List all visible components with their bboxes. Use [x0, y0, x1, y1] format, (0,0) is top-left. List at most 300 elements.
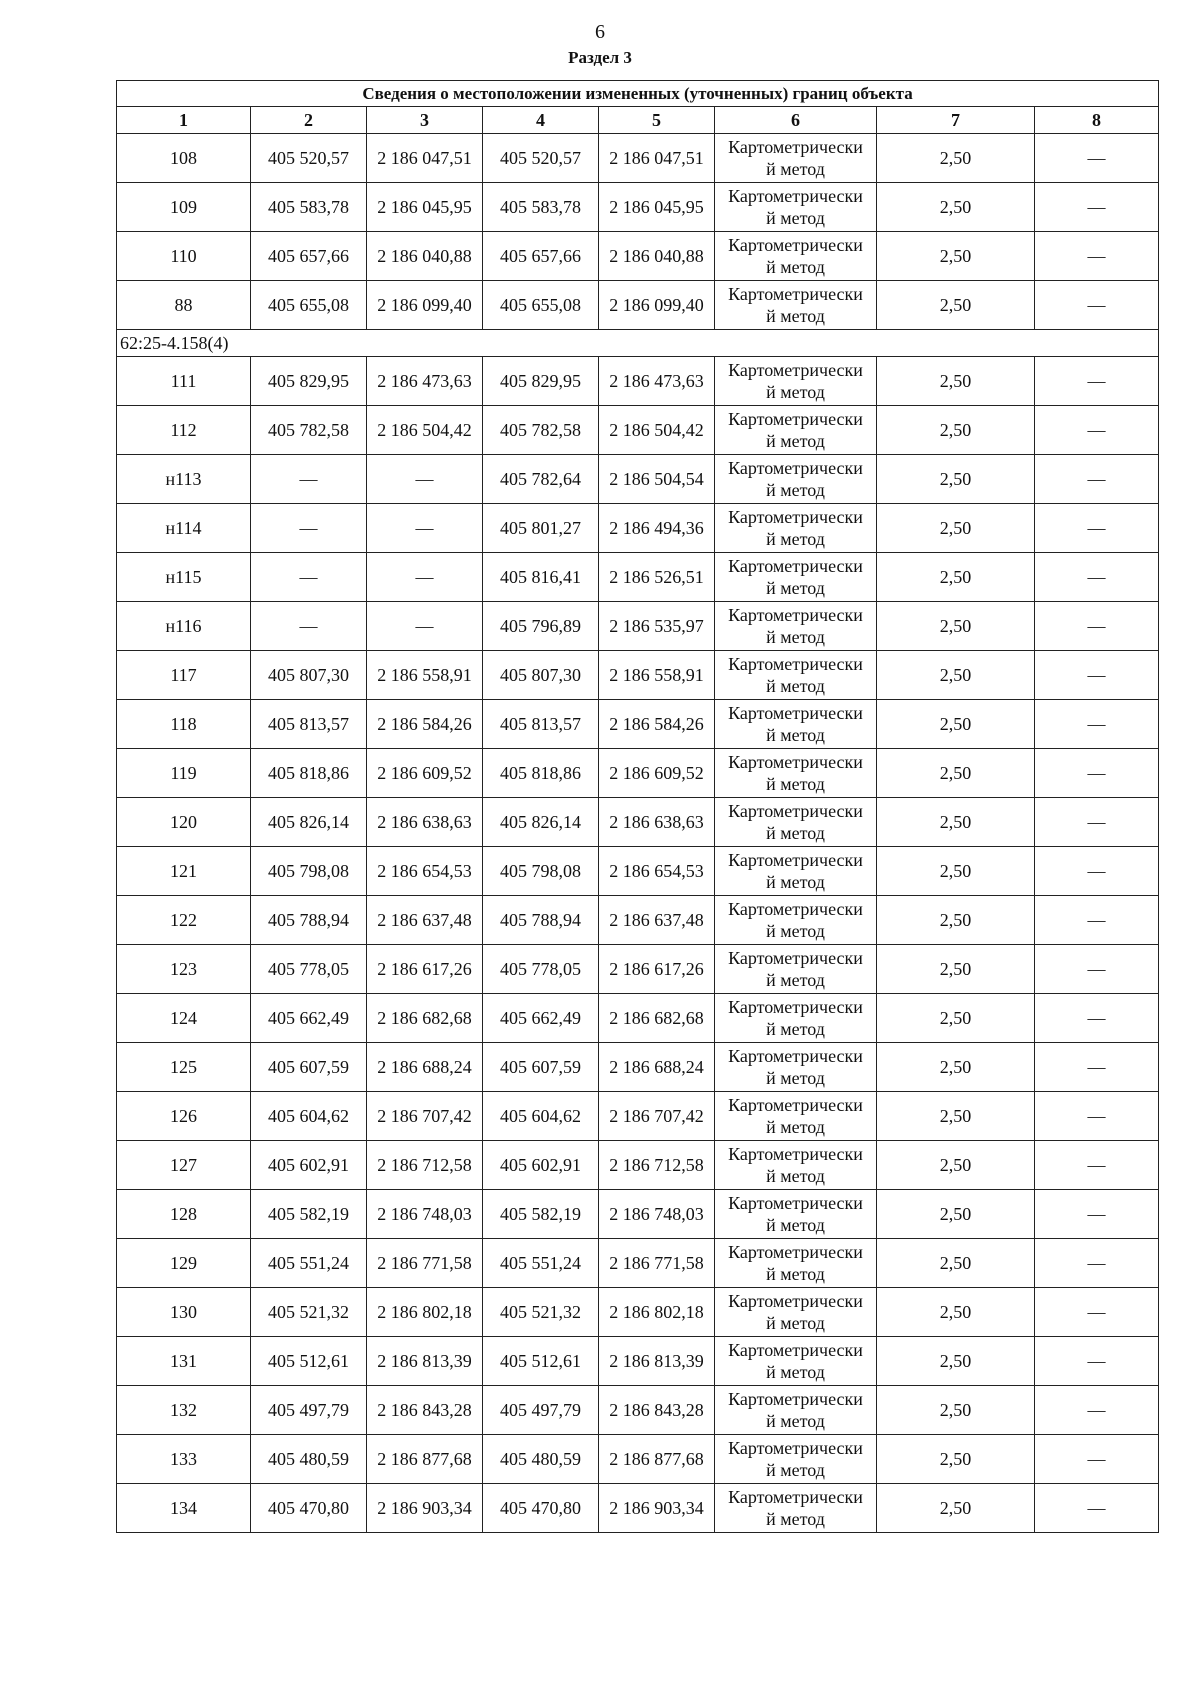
table-row [117, 1043, 1159, 1092]
refined-y-cell: 2 186 654,53 [599, 847, 715, 896]
method-text-line-2: й метод [766, 970, 825, 990]
refined-x-cell: 405 497,79 [483, 1386, 599, 1435]
parcel-group-label: 62:25-4.158(4) [117, 330, 1159, 357]
column-number: 5 [599, 107, 715, 134]
method-text-line-1: Картометрически [728, 703, 863, 723]
description-cell: — [1035, 798, 1159, 847]
method-text-line-2: й метод [766, 725, 825, 745]
refined-x-cell: 405 788,94 [483, 896, 599, 945]
description-cell: — [1035, 700, 1159, 749]
method-cell [715, 281, 877, 330]
refined-y-cell: 2 186 040,88 [599, 232, 715, 281]
method-text-line-2: й метод [766, 382, 825, 402]
existing-x-cell: 405 520,57 [251, 134, 367, 183]
column-number: 8 [1035, 107, 1159, 134]
existing-x-cell: 405 551,24 [251, 1239, 367, 1288]
table-row [117, 1337, 1159, 1386]
refined-x-cell: 405 796,89 [483, 602, 599, 651]
table-row [117, 749, 1159, 798]
point-name-cell: 133 [117, 1435, 251, 1484]
accuracy-cell: 2,50 [877, 455, 1035, 504]
existing-x-cell: 405 470,80 [251, 1484, 367, 1533]
table-row [117, 504, 1159, 553]
description-cell: — [1035, 281, 1159, 330]
existing-y-cell: 2 186 771,58 [367, 1239, 483, 1288]
description-cell: — [1035, 602, 1159, 651]
description-cell: — [1035, 357, 1159, 406]
description-cell: — [1035, 1337, 1159, 1386]
method-text-line-1: Картометрически [728, 1438, 863, 1458]
existing-y-cell: 2 186 877,68 [367, 1435, 483, 1484]
table-row [117, 1190, 1159, 1239]
refined-x-cell: 405 813,57 [483, 700, 599, 749]
method-text-line-2: й метод [766, 1460, 825, 1480]
existing-y-cell: 2 186 903,34 [367, 1484, 483, 1533]
refined-x-cell: 405 512,61 [483, 1337, 599, 1386]
refined-y-cell: 2 186 504,54 [599, 455, 715, 504]
method-text-line-1: Картометрически [728, 654, 863, 674]
description-cell: — [1035, 847, 1159, 896]
table-row [117, 1288, 1159, 1337]
method-text-line-1: Картометрически [728, 948, 863, 968]
table-row [117, 134, 1159, 183]
point-name-cell: 118 [117, 700, 251, 749]
existing-x-cell: 405 480,59 [251, 1435, 367, 1484]
refined-x-cell: 405 657,66 [483, 232, 599, 281]
group-header-row [117, 330, 1159, 357]
method-text-line-2: й метод [766, 159, 825, 179]
column-number: 3 [367, 107, 483, 134]
table-caption: Сведения о местоположении измененных (уточненных) границ объекта [117, 81, 1159, 107]
refined-x-cell: 405 521,32 [483, 1288, 599, 1337]
method-text-line-2: й метод [766, 1215, 825, 1235]
method-text-line-1: Картометрически [728, 458, 863, 478]
method-text-line-2: й метод [766, 257, 825, 277]
method-text-line-1: Картометрически [728, 1340, 863, 1360]
table-row [117, 1435, 1159, 1484]
method-text-line-1: Картометрически [728, 137, 863, 157]
point-name-cell: 125 [117, 1043, 251, 1092]
accuracy-cell: 2,50 [877, 847, 1035, 896]
table-row [117, 183, 1159, 232]
point-name-cell: 121 [117, 847, 251, 896]
table-row [117, 1092, 1159, 1141]
method-text-line-1: Картометрически [728, 1242, 863, 1262]
refined-y-cell: 2 186 047,51 [599, 134, 715, 183]
table-row [117, 1239, 1159, 1288]
existing-x-cell: 405 655,08 [251, 281, 367, 330]
existing-y-cell: 2 186 682,68 [367, 994, 483, 1043]
accuracy-cell: 2,50 [877, 281, 1035, 330]
refined-y-cell: 2 186 504,42 [599, 406, 715, 455]
refined-x-cell: 405 829,95 [483, 357, 599, 406]
method-text-line-2: й метод [766, 872, 825, 892]
refined-y-cell: 2 186 099,40 [599, 281, 715, 330]
refined-x-cell: 405 778,05 [483, 945, 599, 994]
description-cell: — [1035, 1484, 1159, 1533]
method-cell [715, 651, 877, 700]
table-row [117, 994, 1159, 1043]
existing-y-cell: 2 186 748,03 [367, 1190, 483, 1239]
table-row [117, 945, 1159, 994]
method-cell [715, 504, 877, 553]
method-text-line-2: й метод [766, 1509, 825, 1529]
refined-x-cell: 405 607,59 [483, 1043, 599, 1092]
column-number: 2 [251, 107, 367, 134]
method-cell [715, 406, 877, 455]
existing-y-cell: 2 186 040,88 [367, 232, 483, 281]
refined-y-cell: 2 186 802,18 [599, 1288, 715, 1337]
refined-y-cell: 2 186 617,26 [599, 945, 715, 994]
table-row [117, 602, 1159, 651]
point-name-cell: 123 [117, 945, 251, 994]
method-cell [715, 183, 877, 232]
method-text-line-1: Картометрически [728, 235, 863, 255]
refined-y-cell: 2 186 526,51 [599, 553, 715, 602]
method-cell [715, 749, 877, 798]
point-name-cell: 109 [117, 183, 251, 232]
description-cell: — [1035, 1239, 1159, 1288]
method-text-line-2: й метод [766, 1411, 825, 1431]
refined-y-cell: 2 186 688,24 [599, 1043, 715, 1092]
method-cell [715, 1043, 877, 1092]
description-cell: — [1035, 1092, 1159, 1141]
description-cell: — [1035, 1386, 1159, 1435]
existing-x-cell: — [251, 455, 367, 504]
refined-y-cell: 2 186 494,36 [599, 504, 715, 553]
existing-y-cell: 2 186 638,63 [367, 798, 483, 847]
description-cell: — [1035, 1435, 1159, 1484]
point-name-cell: н114 [117, 504, 251, 553]
method-cell [715, 1092, 877, 1141]
accuracy-cell: 2,50 [877, 134, 1035, 183]
method-text-line-2: й метод [766, 1019, 825, 1039]
existing-x-cell: 405 582,19 [251, 1190, 367, 1239]
table-row [117, 406, 1159, 455]
existing-y-cell: 2 186 047,51 [367, 134, 483, 183]
accuracy-cell: 2,50 [877, 553, 1035, 602]
existing-x-cell: 405 662,49 [251, 994, 367, 1043]
refined-y-cell: 2 186 843,28 [599, 1386, 715, 1435]
existing-x-cell: 405 583,78 [251, 183, 367, 232]
table-row [117, 1141, 1159, 1190]
column-number-row [117, 107, 1159, 134]
existing-y-cell: 2 186 045,95 [367, 183, 483, 232]
existing-y-cell: 2 186 843,28 [367, 1386, 483, 1435]
point-name-cell: н113 [117, 455, 251, 504]
existing-y-cell: 2 186 688,24 [367, 1043, 483, 1092]
column-number: 4 [483, 107, 599, 134]
method-cell [715, 945, 877, 994]
method-text-line-1: Картометрически [728, 284, 863, 304]
existing-x-cell: 405 521,32 [251, 1288, 367, 1337]
point-name-cell: 88 [117, 281, 251, 330]
existing-y-cell: 2 186 609,52 [367, 749, 483, 798]
page-number: 6 [595, 21, 605, 43]
point-name-cell: н115 [117, 553, 251, 602]
existing-x-cell: — [251, 504, 367, 553]
refined-y-cell: 2 186 637,48 [599, 896, 715, 945]
method-cell [715, 798, 877, 847]
point-name-cell: 119 [117, 749, 251, 798]
accuracy-cell: 2,50 [877, 1092, 1035, 1141]
method-cell [715, 1141, 877, 1190]
accuracy-cell: 2,50 [877, 357, 1035, 406]
refined-x-cell: 405 826,14 [483, 798, 599, 847]
refined-y-cell: 2 186 609,52 [599, 749, 715, 798]
point-name-cell: 131 [117, 1337, 251, 1386]
table-row [117, 281, 1159, 330]
column-number: 1 [117, 107, 251, 134]
accuracy-cell: 2,50 [877, 651, 1035, 700]
table-row [117, 553, 1159, 602]
accuracy-cell: 2,50 [877, 1043, 1035, 1092]
method-text-line-1: Картометрически [728, 1144, 863, 1164]
method-text-line-2: й метод [766, 578, 825, 598]
existing-y-cell: 2 186 712,58 [367, 1141, 483, 1190]
method-text-line-1: Картометрически [728, 360, 863, 380]
accuracy-cell: 2,50 [877, 1337, 1035, 1386]
refined-x-cell: 405 551,24 [483, 1239, 599, 1288]
existing-x-cell: 405 602,91 [251, 1141, 367, 1190]
method-cell [715, 232, 877, 281]
method-text-line-1: Картометрически [728, 605, 863, 625]
method-text-line-2: й метод [766, 480, 825, 500]
method-text-line-1: Картометрически [728, 1095, 863, 1115]
method-text-line-1: Картометрически [728, 850, 863, 870]
existing-x-cell: 405 778,05 [251, 945, 367, 994]
existing-x-cell: 405 607,59 [251, 1043, 367, 1092]
accuracy-cell: 2,50 [877, 700, 1035, 749]
existing-x-cell: — [251, 553, 367, 602]
method-cell [715, 847, 877, 896]
refined-x-cell: 405 782,64 [483, 455, 599, 504]
description-cell: — [1035, 945, 1159, 994]
description-cell: — [1035, 1141, 1159, 1190]
refined-y-cell: 2 186 903,34 [599, 1484, 715, 1533]
refined-x-cell: 405 655,08 [483, 281, 599, 330]
method-text-line-2: й метод [766, 208, 825, 228]
method-cell [715, 357, 877, 406]
existing-y-cell: 2 186 707,42 [367, 1092, 483, 1141]
method-cell [715, 1435, 877, 1484]
refined-y-cell: 2 186 877,68 [599, 1435, 715, 1484]
accuracy-cell: 2,50 [877, 504, 1035, 553]
existing-y-cell: — [367, 602, 483, 651]
refined-y-cell: 2 186 584,26 [599, 700, 715, 749]
refined-y-cell: 2 186 771,58 [599, 1239, 715, 1288]
method-text-line-2: й метод [766, 1166, 825, 1186]
boundary-coordinates-table [116, 80, 1159, 1533]
method-cell [715, 602, 877, 651]
description-cell: — [1035, 1043, 1159, 1092]
table-row [117, 232, 1159, 281]
method-text-line-1: Картометрически [728, 1046, 863, 1066]
method-cell [715, 553, 877, 602]
method-text-line-2: й метод [766, 1362, 825, 1382]
refined-x-cell: 405 662,49 [483, 994, 599, 1043]
method-text-line-2: й метод [766, 431, 825, 451]
method-cell [715, 994, 877, 1043]
accuracy-cell: 2,50 [877, 1435, 1035, 1484]
refined-x-cell: 405 582,19 [483, 1190, 599, 1239]
method-text-line-2: й метод [766, 774, 825, 794]
accuracy-cell: 2,50 [877, 183, 1035, 232]
existing-y-cell: 2 186 637,48 [367, 896, 483, 945]
table-row [117, 798, 1159, 847]
accuracy-cell: 2,50 [877, 945, 1035, 994]
refined-y-cell: 2 186 682,68 [599, 994, 715, 1043]
method-text-line-1: Картометрически [728, 507, 863, 527]
table-row [117, 700, 1159, 749]
accuracy-cell: 2,50 [877, 1190, 1035, 1239]
method-cell [715, 1190, 877, 1239]
existing-y-cell: 2 186 099,40 [367, 281, 483, 330]
section-title: Раздел 3 [568, 48, 632, 67]
refined-x-cell: 405 818,86 [483, 749, 599, 798]
existing-x-cell: 405 807,30 [251, 651, 367, 700]
accuracy-cell: 2,50 [877, 896, 1035, 945]
point-name-cell: 112 [117, 406, 251, 455]
accuracy-cell: 2,50 [877, 798, 1035, 847]
method-cell [715, 1484, 877, 1533]
table-row [117, 847, 1159, 896]
method-text-line-1: Картометрически [728, 1193, 863, 1213]
refined-y-cell: 2 186 813,39 [599, 1337, 715, 1386]
accuracy-cell: 2,50 [877, 232, 1035, 281]
point-name-cell: 128 [117, 1190, 251, 1239]
table-row [117, 1386, 1159, 1435]
point-name-cell: 111 [117, 357, 251, 406]
existing-y-cell: 2 186 802,18 [367, 1288, 483, 1337]
column-number: 7 [877, 107, 1035, 134]
refined-y-cell: 2 186 045,95 [599, 183, 715, 232]
refined-y-cell: 2 186 748,03 [599, 1190, 715, 1239]
refined-x-cell: 405 807,30 [483, 651, 599, 700]
description-cell: — [1035, 749, 1159, 798]
method-text-line-2: й метод [766, 627, 825, 647]
point-name-cell: 127 [117, 1141, 251, 1190]
refined-y-cell: 2 186 473,63 [599, 357, 715, 406]
method-text-line-2: й метод [766, 529, 825, 549]
refined-y-cell: 2 186 712,58 [599, 1141, 715, 1190]
refined-x-cell: 405 798,08 [483, 847, 599, 896]
method-cell [715, 1386, 877, 1435]
existing-x-cell: 405 657,66 [251, 232, 367, 281]
method-text-line-1: Картометрически [728, 997, 863, 1017]
existing-x-cell: 405 826,14 [251, 798, 367, 847]
refined-y-cell: 2 186 638,63 [599, 798, 715, 847]
existing-y-cell: 2 186 654,53 [367, 847, 483, 896]
method-text-line-2: й метод [766, 1068, 825, 1088]
method-text-line-2: й метод [766, 921, 825, 941]
method-text-line-2: й метод [766, 1313, 825, 1333]
description-cell: — [1035, 455, 1159, 504]
method-cell [715, 1288, 877, 1337]
refined-x-cell: 405 583,78 [483, 183, 599, 232]
method-cell [715, 700, 877, 749]
accuracy-cell: 2,50 [877, 1484, 1035, 1533]
description-cell: — [1035, 1288, 1159, 1337]
method-cell [715, 896, 877, 945]
accuracy-cell: 2,50 [877, 1141, 1035, 1190]
refined-y-cell: 2 186 535,97 [599, 602, 715, 651]
method-text-line-2: й метод [766, 823, 825, 843]
refined-x-cell: 405 520,57 [483, 134, 599, 183]
accuracy-cell: 2,50 [877, 1386, 1035, 1435]
method-text-line-1: Картометрически [728, 1291, 863, 1311]
existing-y-cell: 2 186 584,26 [367, 700, 483, 749]
method-cell [715, 1239, 877, 1288]
method-cell [715, 134, 877, 183]
existing-x-cell: — [251, 602, 367, 651]
existing-y-cell: 2 186 558,91 [367, 651, 483, 700]
method-text-line-1: Картометрически [728, 186, 863, 206]
existing-x-cell: 405 497,79 [251, 1386, 367, 1435]
method-text-line-2: й метод [766, 306, 825, 326]
accuracy-cell: 2,50 [877, 1239, 1035, 1288]
point-name-cell: 129 [117, 1239, 251, 1288]
refined-x-cell: 405 604,62 [483, 1092, 599, 1141]
accuracy-cell: 2,50 [877, 749, 1035, 798]
description-cell: — [1035, 406, 1159, 455]
table-row [117, 896, 1159, 945]
method-text-line-1: Картометрически [728, 801, 863, 821]
existing-y-cell: — [367, 504, 483, 553]
point-name-cell: н116 [117, 602, 251, 651]
method-text-line-1: Картометрически [728, 899, 863, 919]
method-text-line-1: Картометрически [728, 1389, 863, 1409]
description-cell: — [1035, 232, 1159, 281]
description-cell: — [1035, 1190, 1159, 1239]
refined-x-cell: 405 602,91 [483, 1141, 599, 1190]
refined-y-cell: 2 186 707,42 [599, 1092, 715, 1141]
point-name-cell: 108 [117, 134, 251, 183]
refined-x-cell: 405 782,58 [483, 406, 599, 455]
existing-x-cell: 405 604,62 [251, 1092, 367, 1141]
method-text-line-2: й метод [766, 1264, 825, 1284]
description-cell: — [1035, 183, 1159, 232]
method-text-line-1: Картометрически [728, 1487, 863, 1507]
accuracy-cell: 2,50 [877, 1288, 1035, 1337]
existing-x-cell: 405 798,08 [251, 847, 367, 896]
point-name-cell: 110 [117, 232, 251, 281]
refined-x-cell: 405 816,41 [483, 553, 599, 602]
point-name-cell: 130 [117, 1288, 251, 1337]
table-caption-row [117, 81, 1159, 107]
method-text-line-1: Картометрически [728, 556, 863, 576]
accuracy-cell: 2,50 [877, 406, 1035, 455]
existing-x-cell: 405 512,61 [251, 1337, 367, 1386]
table-row [117, 1484, 1159, 1533]
existing-x-cell: 405 813,57 [251, 700, 367, 749]
refined-y-cell: 2 186 558,91 [599, 651, 715, 700]
point-name-cell: 120 [117, 798, 251, 847]
description-cell: — [1035, 651, 1159, 700]
existing-y-cell: 2 186 813,39 [367, 1337, 483, 1386]
existing-y-cell: 2 186 504,42 [367, 406, 483, 455]
existing-x-cell: 405 788,94 [251, 896, 367, 945]
point-name-cell: 122 [117, 896, 251, 945]
column-number: 6 [715, 107, 877, 134]
method-text-line-1: Картометрически [728, 752, 863, 772]
method-text-line-1: Картометрически [728, 409, 863, 429]
point-name-cell: 126 [117, 1092, 251, 1141]
existing-x-cell: 405 782,58 [251, 406, 367, 455]
description-cell: — [1035, 896, 1159, 945]
refined-x-cell: 405 480,59 [483, 1435, 599, 1484]
existing-x-cell: 405 829,95 [251, 357, 367, 406]
